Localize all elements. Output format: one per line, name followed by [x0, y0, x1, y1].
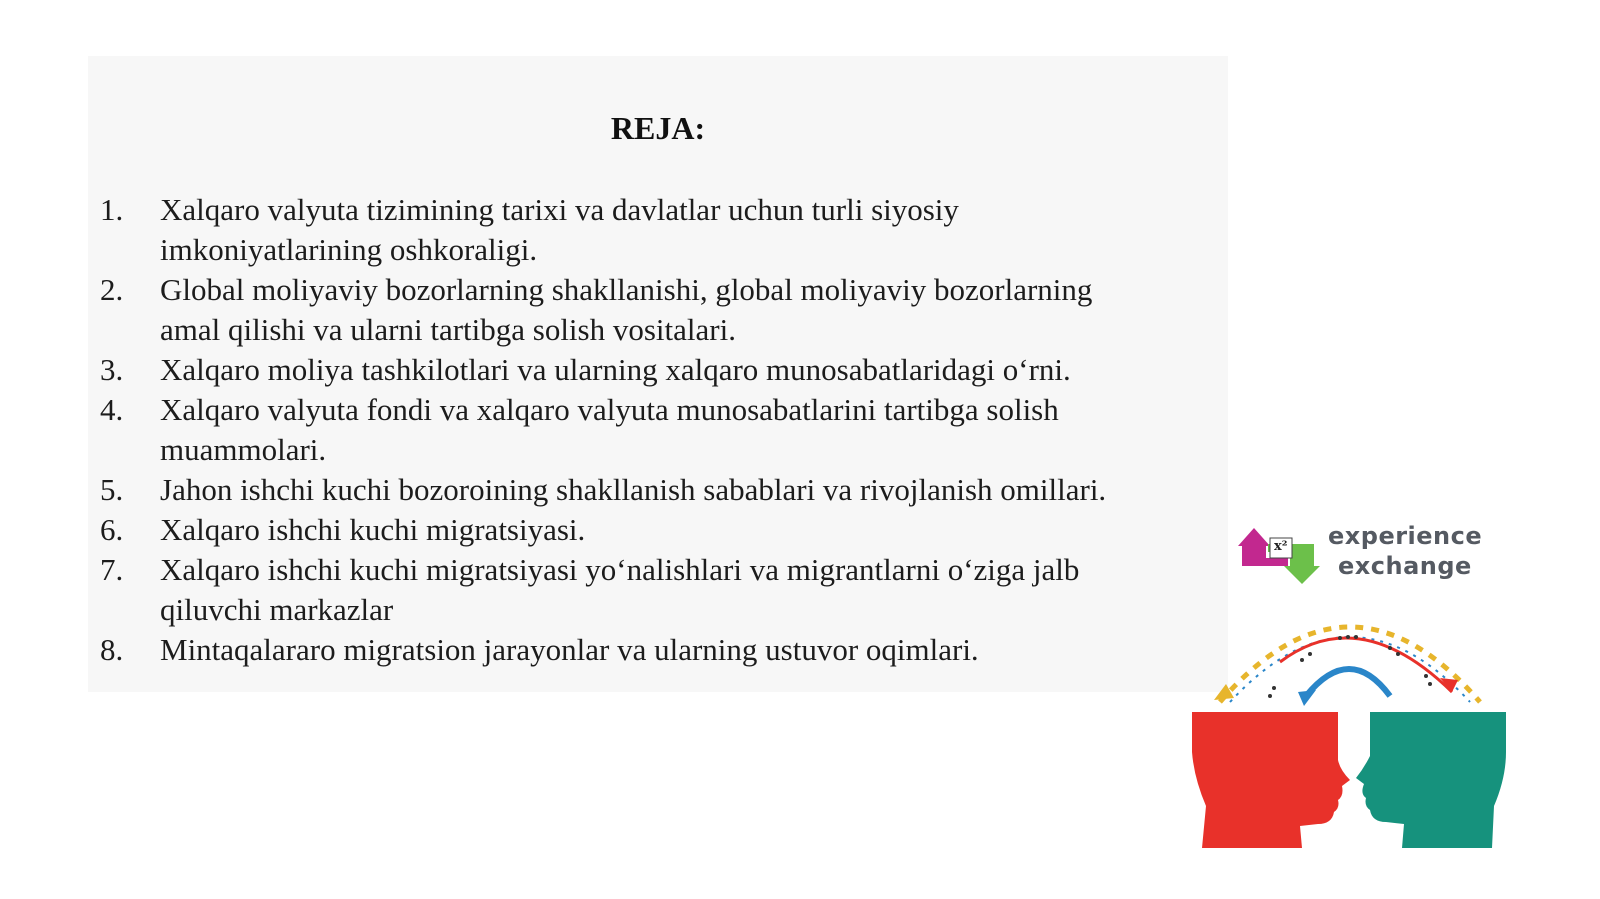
item-number: 2.	[100, 272, 124, 307]
item-number: 6.	[100, 512, 124, 547]
content-panel	[88, 56, 1228, 692]
item-text: Xalqaro moliya tashkilotlari va ularning xalqaro munosabatlaridagi o‘rni.	[160, 352, 1071, 387]
logo-badge: x²	[1274, 539, 1288, 554]
item-text: Xalqaro ishchi kuchi migratsiyasi yo‘nalishlari va migrantlarni o‘ziga jalb qiluvchi markazlar	[160, 552, 1080, 627]
list-item	[100, 350, 1220, 390]
item-number: 8.	[100, 632, 124, 667]
item-text: Xalqaro ishchi kuchi migratsiyasi.	[160, 512, 586, 547]
list-item	[100, 510, 1220, 550]
item-text: Global moliyaviy bozorlarning shakllanishi, global moliyaviy bozorlarning amal qilishi va ularni tartibga solish vositalari.	[160, 272, 1093, 347]
item-number: 1.	[100, 192, 124, 227]
list-item	[100, 270, 1220, 350]
item-number: 3.	[100, 352, 124, 387]
item-text: Jahon ishchi kuchi bozoroining shakllanish sabablari va rivojlanish omillari.	[160, 472, 1107, 507]
item-number: 5.	[100, 472, 124, 507]
experience-exchange-logo	[1238, 522, 1488, 592]
slide-title: REJA:	[610, 110, 706, 146]
plan-list	[100, 190, 1220, 670]
list-item	[100, 190, 1220, 270]
heads-exchange-illustration	[1190, 592, 1520, 852]
item-number: 7.	[100, 552, 124, 587]
list-item	[100, 550, 1220, 630]
item-text: Xalqaro valyuta fondi va xalqaro valyuta munosabatlarini tartibga solish muammolari.	[160, 392, 1059, 467]
list-item	[100, 630, 1220, 670]
list-item	[100, 470, 1220, 510]
list-item	[100, 390, 1220, 470]
item-text: Mintaqalararo migratsion jarayonlar va ularning ustuvor oqimlari.	[160, 632, 979, 667]
item-number: 4.	[100, 392, 124, 427]
item-text: Xalqaro valyuta tizimining tarixi va davlatlar uchun turli siyosiy imkoniyatlarining oshkoraligi.	[160, 192, 959, 267]
exchange-arrows-icon	[1238, 522, 1328, 592]
logo-text-line2: exchange	[1338, 552, 1472, 580]
logo-text-line1: experience	[1328, 522, 1483, 550]
